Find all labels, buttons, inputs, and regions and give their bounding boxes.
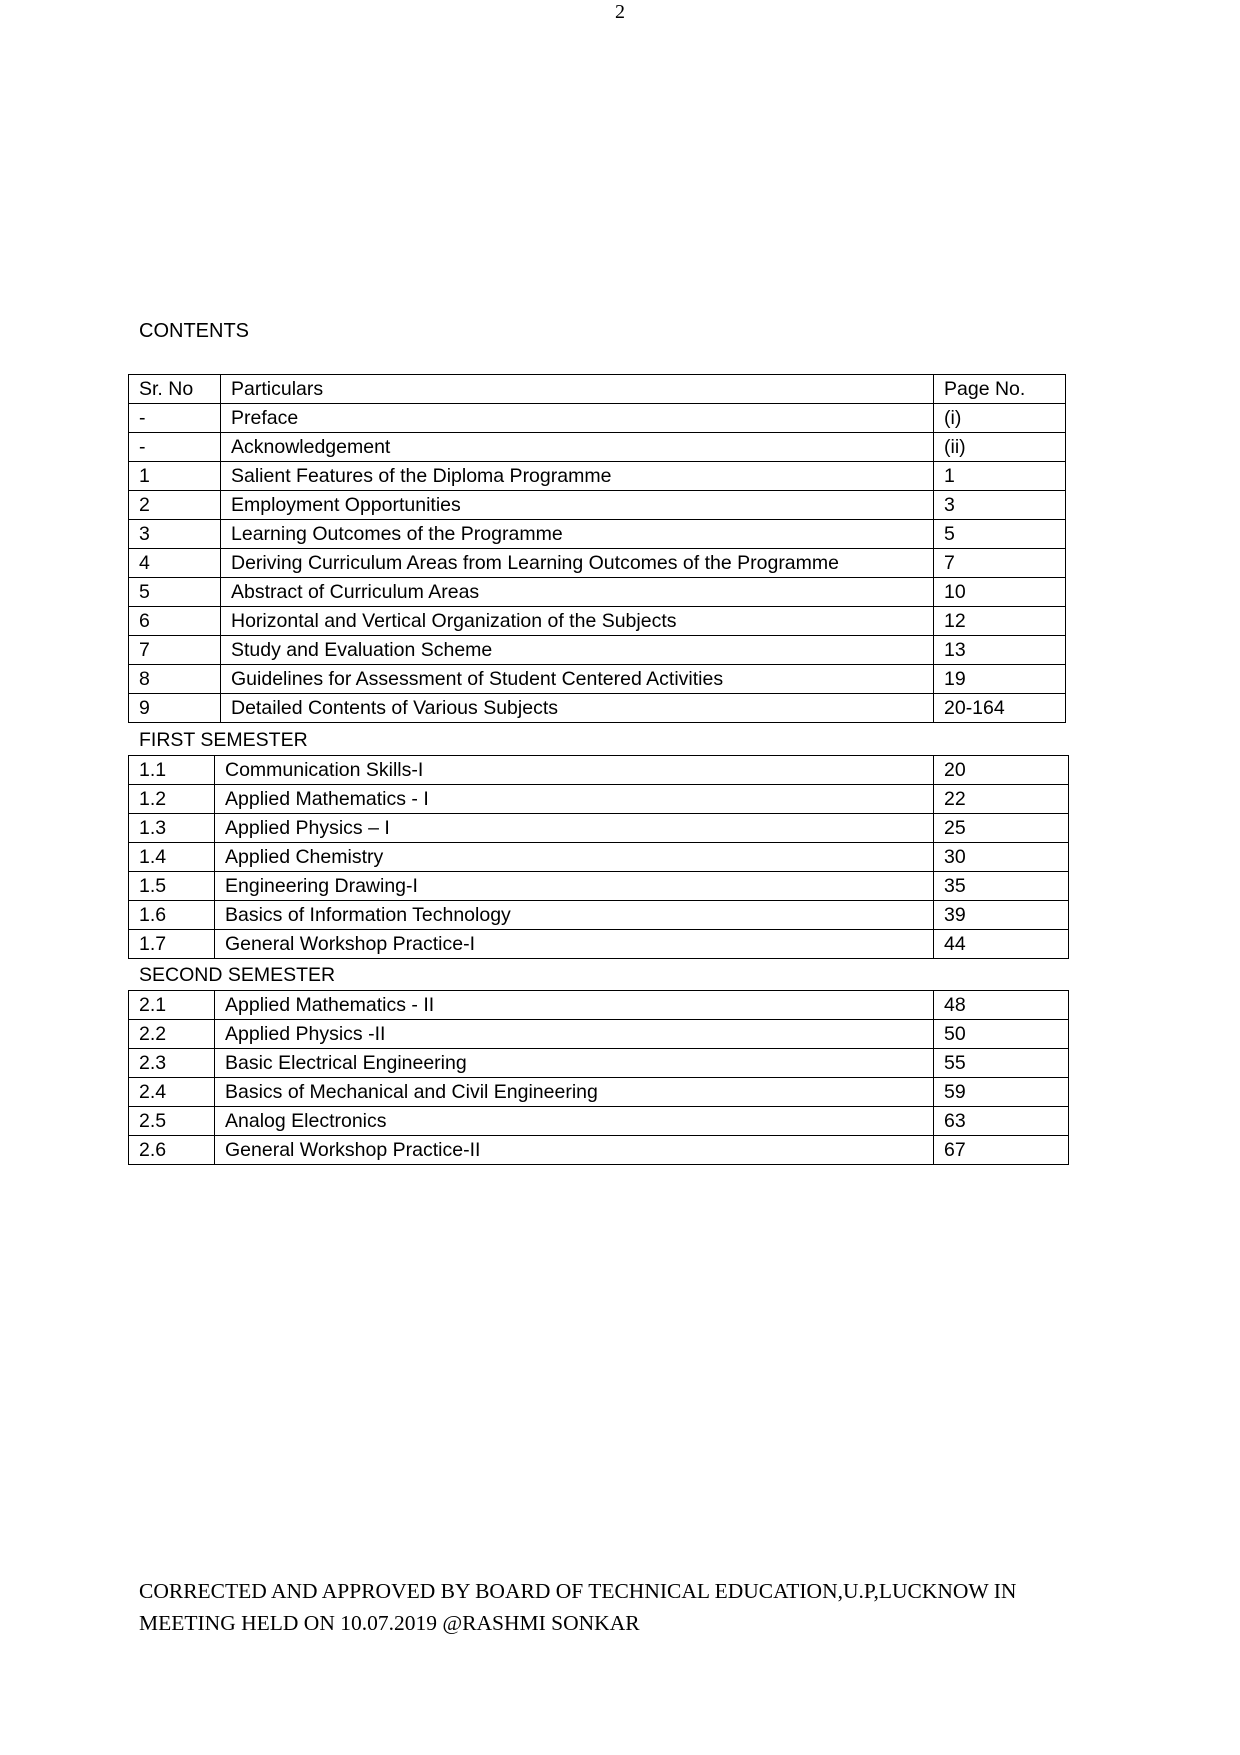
sr-no-cell: 4 <box>129 549 221 578</box>
footer-line-1: CORRECTED AND APPROVED BY BOARD OF TECHNICAL EDUCATION,U.P,LUCKNOW IN <box>139 1579 1017 1603</box>
particulars-cell: Detailed Contents of Various Subjects <box>221 694 934 723</box>
table-row <box>129 520 1066 549</box>
sr-no-cell: 9 <box>129 694 221 723</box>
sr-no-cell: 2.3 <box>129 1049 215 1078</box>
page-no-cell: 22 <box>934 785 1069 814</box>
page-no-cell: 35 <box>934 872 1069 901</box>
page-no-cell: 30 <box>934 843 1069 872</box>
particulars-cell: Preface <box>221 404 934 433</box>
page-no-cell: 25 <box>934 814 1069 843</box>
page-no-cell: 44 <box>934 930 1069 959</box>
page-no-cell: 55 <box>934 1049 1069 1078</box>
contents-table <box>128 374 1066 723</box>
particulars-cell: Learning Outcomes of the Programme <box>221 520 934 549</box>
contents-heading: CONTENTS <box>139 320 249 342</box>
table-row <box>129 491 1066 520</box>
table-row <box>129 756 1069 785</box>
particulars-cell: Applied Mathematics - II <box>215 991 934 1020</box>
sr-no-cell: - <box>129 404 221 433</box>
page-no-cell: 20-164 <box>934 694 1066 723</box>
particulars-cell: Applied Mathematics - I <box>215 785 934 814</box>
particulars-cell: General Workshop Practice-I <box>215 930 934 959</box>
sr-no-cell: 7 <box>129 636 221 665</box>
page-no-cell: 67 <box>934 1136 1069 1165</box>
second-semester-table <box>128 990 1069 1165</box>
particulars-cell: Guidelines for Assessment of Student Centered Activities <box>221 665 934 694</box>
sr-no-cell: 2.5 <box>129 1107 215 1136</box>
page-no-cell: 10 <box>934 578 1066 607</box>
page-no-cell: 1 <box>934 462 1066 491</box>
particulars-cell: Study and Evaluation Scheme <box>221 636 934 665</box>
page-no-cell: 5 <box>934 520 1066 549</box>
sr-no-cell: 1.5 <box>129 872 215 901</box>
table-row <box>129 785 1069 814</box>
particulars-cell: Analog Electronics <box>215 1107 934 1136</box>
table-row <box>129 1049 1069 1078</box>
table-row <box>129 843 1069 872</box>
first-semester-table <box>128 755 1069 959</box>
page-no-cell: 48 <box>934 991 1069 1020</box>
table-row <box>129 1020 1069 1049</box>
sr-no-cell: 2 <box>129 491 221 520</box>
table-row <box>129 1078 1069 1107</box>
sr-no-cell: 1.2 <box>129 785 215 814</box>
particulars-cell: Abstract of Curriculum Areas <box>221 578 934 607</box>
sr-no-cell: 1.3 <box>129 814 215 843</box>
particulars-cell: Applied Physics – I <box>215 814 934 843</box>
particulars-cell: Basics of Mechanical and Civil Engineering <box>215 1078 934 1107</box>
header-page-no: Page No. <box>934 375 1066 404</box>
particulars-cell: Applied Chemistry <box>215 843 934 872</box>
particulars-cell: Salient Features of the Diploma Programme <box>221 462 934 491</box>
page-no-cell: 39 <box>934 901 1069 930</box>
table-row <box>129 404 1066 433</box>
table-row <box>129 694 1066 723</box>
page-no-cell: 12 <box>934 607 1066 636</box>
sr-no-cell: 3 <box>129 520 221 549</box>
sr-no-cell: 1.1 <box>129 756 215 785</box>
approval-footer <box>139 1575 1139 1639</box>
sr-no-cell: 1.7 <box>129 930 215 959</box>
table-row <box>129 1136 1069 1165</box>
sr-no-cell: 1.6 <box>129 901 215 930</box>
particulars-cell: Engineering Drawing-I <box>215 872 934 901</box>
particulars-cell: Applied Physics -II <box>215 1020 934 1049</box>
page-no-cell: 59 <box>934 1078 1069 1107</box>
sr-no-cell: - <box>129 433 221 462</box>
table-row <box>129 462 1066 491</box>
header-sr-no: Sr. No <box>129 375 221 404</box>
page-no-cell: 3 <box>934 491 1066 520</box>
table-row <box>129 814 1069 843</box>
table-row <box>129 433 1066 462</box>
table-row <box>129 872 1069 901</box>
particulars-cell: Horizontal and Vertical Organization of the Subjects <box>221 607 934 636</box>
table-row <box>129 578 1066 607</box>
page-no-cell: 63 <box>934 1107 1069 1136</box>
page-no-cell: 7 <box>934 549 1066 578</box>
table-row <box>129 1107 1069 1136</box>
sr-no-cell: 5 <box>129 578 221 607</box>
table-row <box>129 665 1066 694</box>
table-row <box>129 930 1069 959</box>
table-row <box>129 607 1066 636</box>
page-no-cell: 20 <box>934 756 1069 785</box>
sr-no-cell: 6 <box>129 607 221 636</box>
first-semester-label: FIRST SEMESTER <box>139 729 308 751</box>
table-row <box>129 991 1069 1020</box>
particulars-cell: Basics of Information Technology <box>215 901 934 930</box>
sr-no-cell: 1 <box>129 462 221 491</box>
sr-no-cell: 2.1 <box>129 991 215 1020</box>
table-header-row <box>129 375 1066 404</box>
page-no-cell: (ii) <box>934 433 1066 462</box>
particulars-cell: General Workshop Practice-II <box>215 1136 934 1165</box>
particulars-cell: Communication Skills-I <box>215 756 934 785</box>
sr-no-cell: 1.4 <box>129 843 215 872</box>
page-number: 2 <box>615 1 625 23</box>
particulars-cell: Acknowledgement <box>221 433 934 462</box>
page-no-cell: (i) <box>934 404 1066 433</box>
page-no-cell: 19 <box>934 665 1066 694</box>
particulars-cell: Deriving Curriculum Areas from Learning Outcomes of the Programme <box>221 549 934 578</box>
page-no-cell: 50 <box>934 1020 1069 1049</box>
table-row <box>129 636 1066 665</box>
footer-line-2: MEETING HELD ON 10.07.2019 @RASHMI SONKAR <box>139 1611 640 1635</box>
particulars-cell: Basic Electrical Engineering <box>215 1049 934 1078</box>
table-row <box>129 901 1069 930</box>
particulars-cell: Employment Opportunities <box>221 491 934 520</box>
second-semester-label: SECOND SEMESTER <box>139 964 336 986</box>
sr-no-cell: 2.6 <box>129 1136 215 1165</box>
sr-no-cell: 2.2 <box>129 1020 215 1049</box>
table-row <box>129 549 1066 578</box>
sr-no-cell: 2.4 <box>129 1078 215 1107</box>
header-particulars: Particulars <box>221 375 934 404</box>
page-no-cell: 13 <box>934 636 1066 665</box>
sr-no-cell: 8 <box>129 665 221 694</box>
